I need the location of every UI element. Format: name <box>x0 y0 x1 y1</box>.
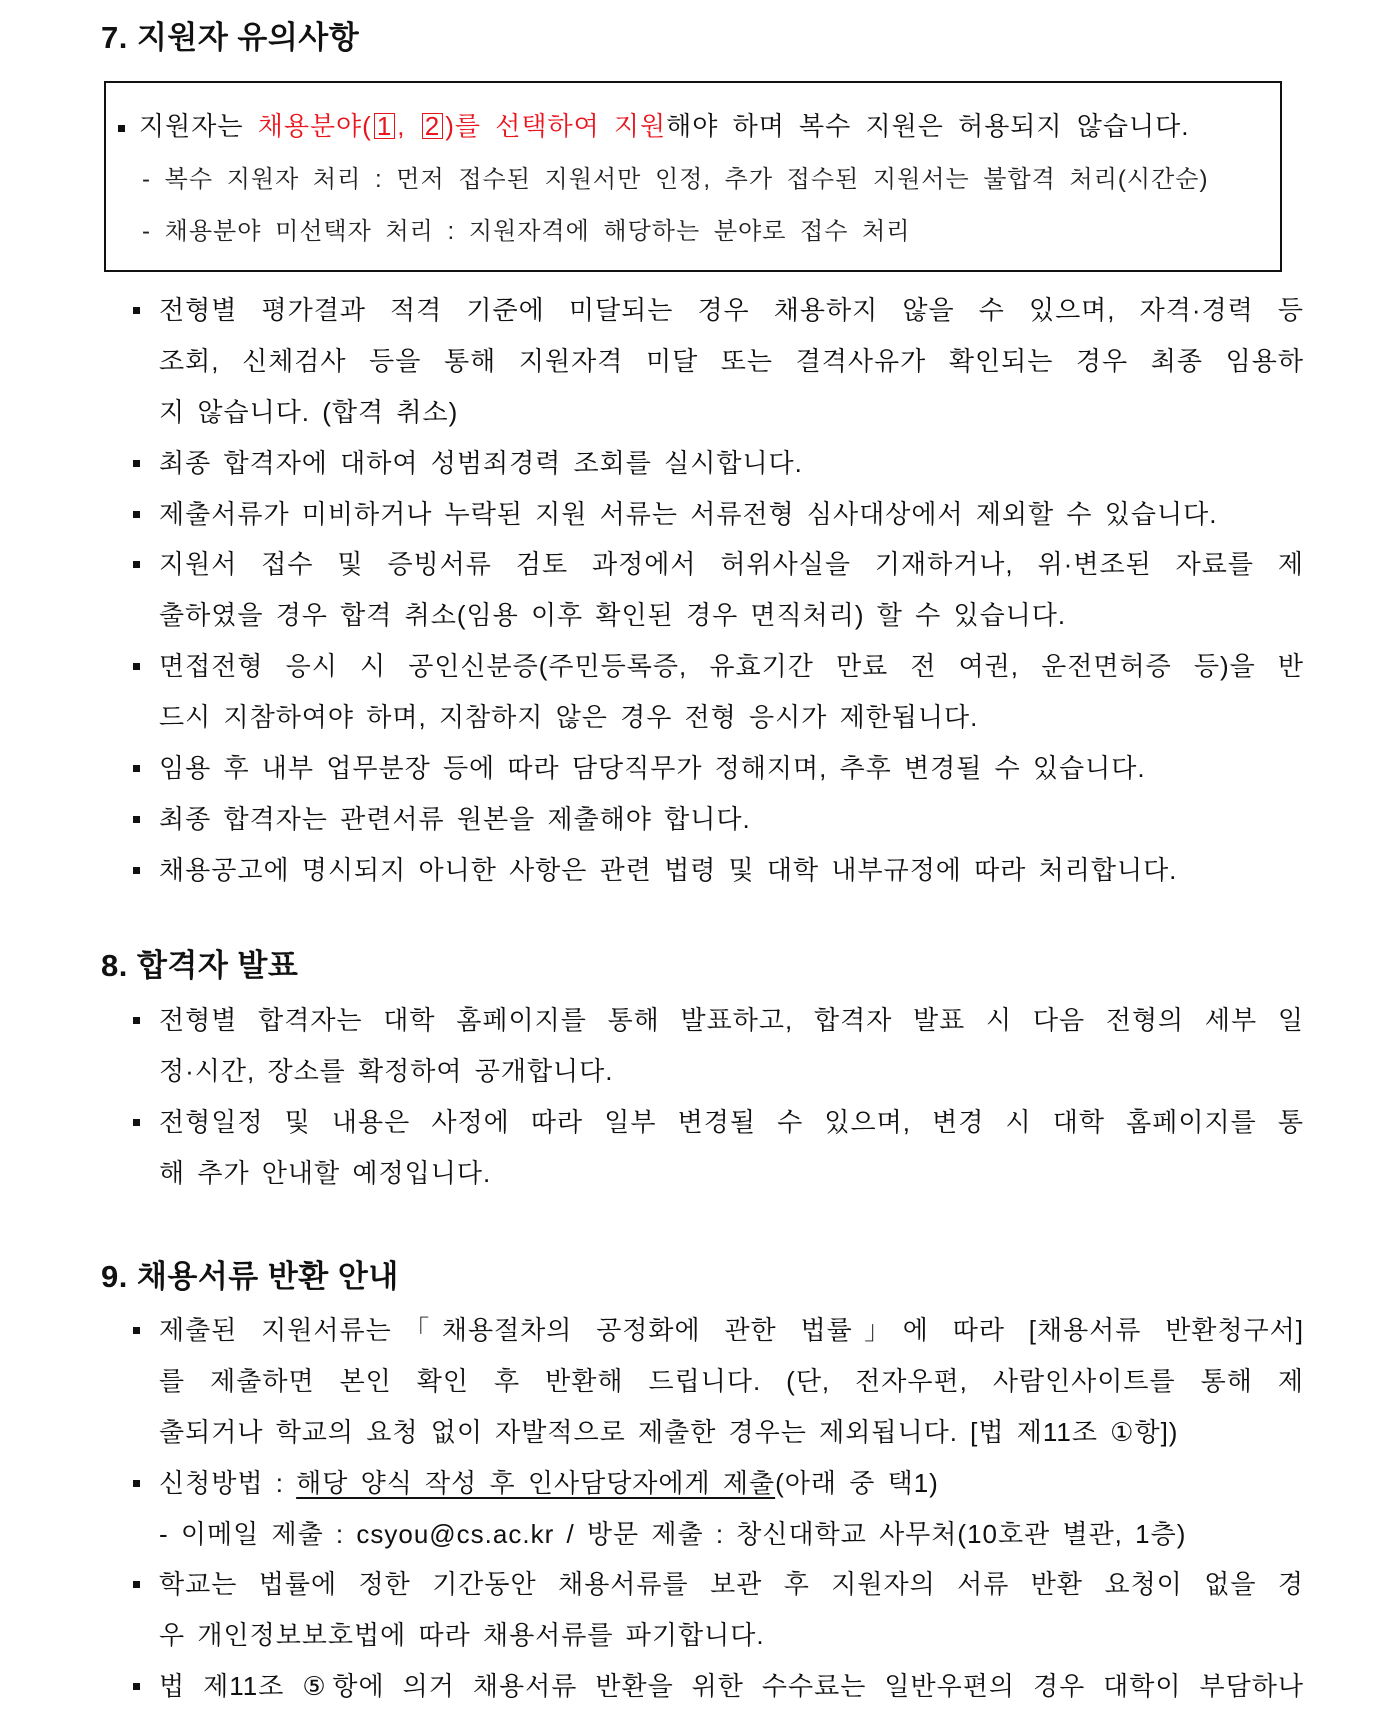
list-item: 임용 후 내부 업무분장 등에 따라 담당직무가 정해지며, 추후 변경될 수 있습니다. <box>133 743 1304 794</box>
list-item: 채용공고에 명시되지 아니한 사항은 관련 법령 및 대학 내부규정에 따라 처리합니다. <box>133 845 1304 896</box>
submission-methods: - 이메일 제출 : csyou@cs.ac.kr / 방문 제출 : 창신대학교 사무처(10호관 별관, 1층) <box>159 1518 1187 1549</box>
notice-sub-2: - 채용분야 미선택자 처리 : 지원자격에 해당하는 분야로 접수 처리 <box>142 218 911 245</box>
list-item: 제출서류가 미비하거나 누락된 지원 서류는 서류전형 심사대상에서 제외할 수 있습니다. <box>133 489 1304 540</box>
section-7-title: 7. 지원자 유의사항 <box>101 20 360 55</box>
notice-box <box>104 81 1282 272</box>
list-item: 법 제11조 ⑤항에 의거 채용서류 반환을 위한 수수료는 일반우편의 경우 대학이 부담하나 <box>133 1661 1304 1712</box>
list-item: 최종 합격자에 대하여 성범죄경력 조회를 실시합니다. <box>133 438 1304 489</box>
section-9-title: 9. 채용서류 반환 안내 <box>101 1259 399 1294</box>
notice-sub-1: - 복수 지원자 처리 : 먼저 접수된 지원서만 인정, 추가 접수된 지원서는 불합격 처리(시간순) <box>142 166 1209 193</box>
list-item: 제출된 지원서류는「채용절차의 공정화에 관한 법률」에 따라 [채용서류 반환청구서] 를 제출하면 본인 확인 후 반환해 드립니다. (단, 전자우편, 사람인사이트를 통해 제 출되거나 학교의 요청 없이 자발적으로 제출한 경우는 제외됩니다. [법 제11조 ①항]) <box>133 1305 1304 1458</box>
list-item: 학교는 법률에 정한 기간동안 채용서류를 보관 후 지원자의 서류 반환 요청이 없을 경 우 개인정보보호법에 따라 채용서류를 파기합니다. <box>133 1559 1304 1661</box>
list-item: 신청방법 : 해당 양식 작성 후 인사담당자에게 제출(아래 중 택1) - 이메일 제출 : csyou@cs.ac.kr / 방문 제출 : 창신대학교 사무처(10호관 별관, 1층) <box>133 1458 1304 1560</box>
section-8-title: 8. 합격자 발표 <box>101 948 299 983</box>
list-item: 전형일정 및 내용은 사정에 따라 일부 변경될 수 있으며, 변경 시 대학 홈페이지를 통 해 추가 안내할 예정입니다. <box>133 1097 1304 1199</box>
list-item: 전형별 평가결과 적격 기준에 미달되는 경우 채용하지 않을 수 있으며, 자격·경력 등 조회, 신체검사 등을 통해 지원자격 미달 또는 결격사유가 확인되는 경우 최종 임용하 지 않습니다. (합격 취소) <box>133 285 1304 438</box>
section-8-list <box>133 995 1304 1199</box>
list-item: 전형별 합격자는 대학 홈페이지를 통해 발표하고, 합격자 발표 시 다음 전형의 세부 일 정·시간, 장소를 확정하여 공개합니다. <box>133 995 1304 1097</box>
section-7-list <box>133 285 1304 896</box>
notice-main-line: 지원자는 채용분야( 1 , 2 )를 선택하여 지원해야 하며 복수 지원은 허용되지 않습니다. <box>118 109 1189 143</box>
list-item: 지원서 접수 및 증빙서류 검토 과정에서 허위사실을 기재하거나, 위·변조된 자료를 제 출하였을 경우 합격 취소(임용 이후 확인된 경우 면직처리) 할 수 있습니다. <box>133 539 1304 641</box>
list-item: 면접전형 응시 시 공인신분증(주민등록증, 유효기간 만료 전 여권, 운전면허증 등)을 반 드시 지참하여야 하며, 지참하지 않은 경우 전형 응시가 제한됩니다. <box>133 641 1304 743</box>
section-9-list <box>133 1305 1304 1712</box>
list-item: 최종 합격자는 관련서류 원본을 제출해야 합니다. <box>133 794 1304 845</box>
